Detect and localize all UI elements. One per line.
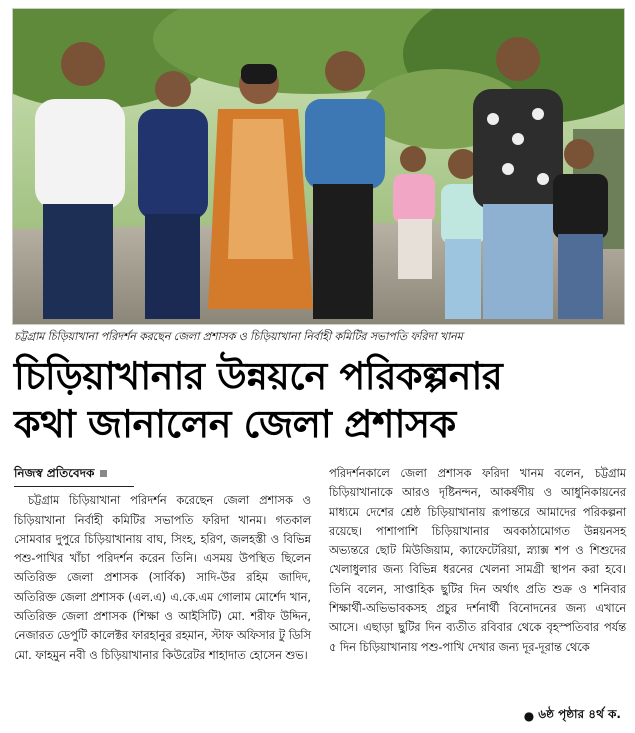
news-photo (12, 8, 625, 325)
photo-caption: চট্টগ্রাম চিড়িয়াখানা পরিদর্শন করছেন জেলা প্রশাসক ও চিড়িয়াখানা নির্বাহী কমিটির সভাপতি ফরিদা খানম (14, 330, 463, 343)
dot-bullet-icon: ● (523, 709, 535, 723)
headline-line-1: চিড়িয়াখানার উন্নয়নে পরিকল্পনার (14, 354, 503, 398)
square-bullet-icon (100, 470, 107, 477)
article-paragraph-2: পরিদর্শনকালে জেলা প্রশাসক ফরিদা খানম বলেন, চট্টগ্রাম চিড়িয়াখানাকে আরও দৃষ্টিনন্দন, আকর্ষণীয় ও আধুনিকায়নের মাধ্যমে দেশের শ্রেষ্ঠ চিড়িয়াখানায় রূপান্তরে আমাদের পরিকল্পনা রয়েছে। পাশাপাশি চিড়িয়াখানার অবকাঠামোগত উন্নয়নসহ অভ্যন্তরে ছোট মিউজিয়াম, ক্যাফেটেরিয়া, স্ন্যাক্স শপ ও শিশুদের খেলাধুলার জন্য বিভিন্ন ধরনের খেলনা সামগ্রী স্থাপন করা হবে। তিনি বলেন, সাপ্তাহিক ছুটির দিন অর্থাৎ প্রতি শুক্র ও শনিবার শিক্ষার্থী-অভিভাবকসহ প্রচুর দর্শনার্থী বিনোদনের জন্য এখানে আসে। এছাড়া ছুটির দিন ব্যতীত রবিবার থেকে বৃহস্পতিবার পর্যন্ত ৫ দিন চিড়িয়াখানায় পশু-পাখি দেখার জন্য দূর-দূরান্ত থেকে (329, 467, 626, 654)
continued-jump (524, 706, 621, 726)
article-right-column (329, 464, 626, 657)
photo-illustration (13, 9, 624, 324)
byline-rule (14, 486, 134, 487)
reporter-name: নিজস্ব প্রতিবেদক (14, 466, 95, 480)
headline (14, 352, 622, 448)
headline-line-2: কথা জানালেন জেলা প্রশাসক (14, 402, 456, 446)
article-paragraph-1: চট্টগ্রাম চিড়িয়াখানা পরিদর্শন করেছেন জেলা প্রশাসক ও চিড়িয়াখানা নির্বাহী কমিটির সভাপতি ফরিদা খানম। গতকাল সোমবার দুপুরে চিড়িয়াখানায় বাঘ, সিংহ, হরিণ, জলহস্তী ও বিভিন্ন পশু-পাখির খাঁচা পরিদর্শন করেন তিনি। এসময় উপস্থিত ছিলেন অতিরিক্ত জেলা প্রশাসক (সার্বিক) সাদি-উর রহিম জাদিদ, অতিরিক্ত জেলা প্রশাসক (এল.এ) এ.কে.এম গোলাম মোর্শেদ খান, অতিরিক্ত জেলা প্রশাসক (শিক্ষা ও আইসিটি) মো. শরীফ উদ্দিন, নেজারত ডেপুটি কালেক্টর ফারহানুর রহমান, স্টাফ অফিসার টু ডিসি মো. ফাহমুন নবী ও চিড়িয়াখানার কিউরেটর শাহাদাত হোসেন শুভ। (14, 494, 311, 662)
continued-label: ৬ষ্ঠ পৃষ্ঠার ৪র্থ ক. (538, 707, 621, 721)
article-left-column (14, 464, 311, 665)
reporter-byline (14, 464, 311, 483)
